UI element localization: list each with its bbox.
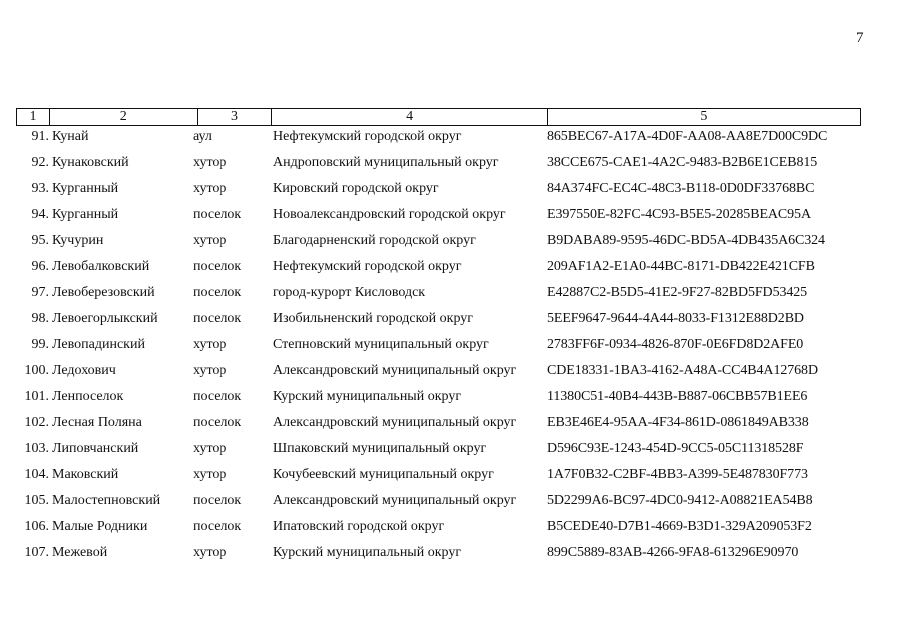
municipal-district: Курский муниципальный округ <box>273 545 462 560</box>
table-row <box>16 126 876 152</box>
table-row <box>16 490 876 516</box>
settlement-guid: EB3E46E4-95AA-4F34-861D-0861849AB338 <box>547 415 809 430</box>
settlement-guid: 1A7F0B32-C2BF-4BB3-A399-5E487830F773 <box>547 467 808 482</box>
table-row <box>16 308 876 334</box>
settlement-type: хутор <box>193 181 227 196</box>
settlement-name: Малостепновский <box>52 493 161 508</box>
row-number: 100. <box>24 363 49 378</box>
settlement-name: Кунай <box>52 129 89 144</box>
row-number: 103. <box>24 441 49 456</box>
row-number: 98. <box>31 311 49 326</box>
settlement-name: Межевой <box>52 545 108 560</box>
settlement-name: Левоегорлыкский <box>52 311 158 326</box>
settlement-name: Малые Родники <box>52 519 148 534</box>
table-row <box>16 412 876 438</box>
municipal-district: Нефтекумский городской округ <box>273 129 462 144</box>
header-col-5: 5 <box>547 109 860 125</box>
row-number: 93. <box>31 181 49 196</box>
settlement-type: хутор <box>193 155 227 170</box>
settlement-type: хутор <box>193 441 227 456</box>
settlement-type: хутор <box>193 545 227 560</box>
table-row <box>16 230 876 256</box>
settlement-guid: B5CEDE40-D7B1-4669-B3D1-329A209053F2 <box>547 519 812 534</box>
table-body <box>16 126 876 568</box>
table-row <box>16 542 876 568</box>
settlement-guid: B9DABA89-9595-46DC-BD5A-4DB435A6C324 <box>547 233 825 248</box>
settlement-guid: E397550E-82FC-4C93-B5E5-20285BEAC95A <box>547 207 811 222</box>
row-number: 101. <box>24 389 49 404</box>
table-row <box>16 438 876 464</box>
row-number: 91. <box>31 129 49 144</box>
municipal-district: Андроповский муниципальный округ <box>273 155 499 170</box>
table-row <box>16 386 876 412</box>
settlement-type: хутор <box>193 337 227 352</box>
table-row <box>16 360 876 386</box>
row-number: 107. <box>24 545 49 560</box>
settlement-type: хутор <box>193 467 227 482</box>
settlement-type: поселок <box>193 493 242 508</box>
settlement-guid: 38CCE675-CAE1-4A2C-9483-B2B6E1CEB815 <box>547 155 818 170</box>
municipal-district: Новоалександровский городской округ <box>273 207 506 222</box>
municipal-district: Ипатовский городской округ <box>273 519 445 534</box>
settlement-type: поселок <box>193 311 242 326</box>
municipal-district: Изобильненский городской округ <box>273 311 474 326</box>
settlement-guid: 209AF1A2-E1A0-44BC-8171-DB422E421CFB <box>547 259 815 274</box>
settlement-type: аул <box>193 129 212 144</box>
header-col-2: 2 <box>49 109 197 125</box>
settlement-name: Левобалковский <box>52 259 150 274</box>
table-row <box>16 516 876 542</box>
settlement-guid: 865BEC67-A17A-4D0F-AA08-AA8E7D00C9DC <box>547 129 828 144</box>
municipal-district: Нефтекумский городской округ <box>273 259 462 274</box>
table-row <box>16 204 876 230</box>
settlement-name: Курганный <box>52 181 119 196</box>
settlement-guid: D596C93E-1243-454D-9CC5-05C11318528F <box>547 441 804 456</box>
settlement-guid: E42887C2-B5D5-41E2-9F27-82BD5FD53425 <box>547 285 808 300</box>
row-number: 104. <box>24 467 49 482</box>
row-number: 94. <box>31 207 49 222</box>
table-header-row <box>16 108 861 126</box>
settlement-guid: CDE18331-1BA3-4162-A48A-CC4B4A12768D <box>547 363 818 378</box>
settlement-name: Левопадинский <box>52 337 145 352</box>
municipal-district: Александровский муниципальный округ <box>273 493 517 508</box>
settlement-name: Ледохович <box>52 363 116 378</box>
settlement-name: Лесная Поляна <box>52 415 142 430</box>
municipal-district: Кировский городской округ <box>273 181 439 196</box>
table-row <box>16 152 876 178</box>
municipal-district: Степновский муниципальный округ <box>273 337 489 352</box>
table-row <box>16 464 876 490</box>
municipal-district: Благодарненский городской округ <box>273 233 476 248</box>
settlement-name: Левоберезовский <box>52 285 155 300</box>
settlement-type: поселок <box>193 519 242 534</box>
settlement-name: Липовчанский <box>52 441 139 456</box>
settlement-name: Ленпоселок <box>52 389 124 404</box>
settlement-type: поселок <box>193 415 242 430</box>
municipal-district: Шпаковский муниципальный округ <box>273 441 487 456</box>
table-row <box>16 334 876 360</box>
row-number: 97. <box>31 285 49 300</box>
settlement-type: поселок <box>193 207 242 222</box>
table-row <box>16 256 876 282</box>
header-col-3: 3 <box>197 109 272 125</box>
settlement-type: поселок <box>193 389 242 404</box>
row-number: 96. <box>31 259 49 274</box>
page-number: 7 <box>856 30 864 46</box>
municipal-district: Кочубеевский муниципальный округ <box>273 467 494 482</box>
municipal-district: город-курорт Кисловодск <box>273 285 426 300</box>
row-number: 102. <box>24 415 49 430</box>
settlement-guid: 11380C51-40B4-443B-B887-06CBB57B1EE6 <box>547 389 808 404</box>
row-number: 99. <box>31 337 49 352</box>
header-col-1: 1 <box>29 109 37 124</box>
settlement-name: Кучурин <box>52 233 104 248</box>
settlement-guid: 84A374FC-EC4C-48C3-B118-0D0DF33768BC <box>547 181 815 196</box>
settlement-type: поселок <box>193 285 242 300</box>
row-number: 92. <box>31 155 49 170</box>
settlement-guid: 899C5889-83AB-4266-9FA8-613296E90970 <box>547 545 799 560</box>
municipal-district: Курский муниципальный округ <box>273 389 462 404</box>
settlement-type: хутор <box>193 233 227 248</box>
row-number: 105. <box>24 493 49 508</box>
settlement-type: хутор <box>193 363 227 378</box>
settlement-guid: 5D2299A6-BC97-4DC0-9412-A08821EA54B8 <box>547 493 813 508</box>
header-col-4: 4 <box>271 109 546 125</box>
settlement-guid: 2783FF6F-0934-4826-870F-0E6FD8D2AFE0 <box>547 337 804 352</box>
settlement-name: Маковский <box>52 467 119 482</box>
table-row <box>16 282 876 308</box>
settlement-name: Кунаковский <box>52 155 129 170</box>
row-number: 106. <box>24 519 49 534</box>
municipal-district: Александровский муниципальный округ <box>273 415 517 430</box>
settlement-name: Курганный <box>52 207 119 222</box>
municipal-district: Александровский муниципальный округ <box>273 363 517 378</box>
settlement-type: поселок <box>193 259 242 274</box>
settlement-guid: 5EEF9647-9644-4A44-8033-F1312E88D2BD <box>547 311 804 326</box>
table-row <box>16 178 876 204</box>
row-number: 95. <box>31 233 49 248</box>
